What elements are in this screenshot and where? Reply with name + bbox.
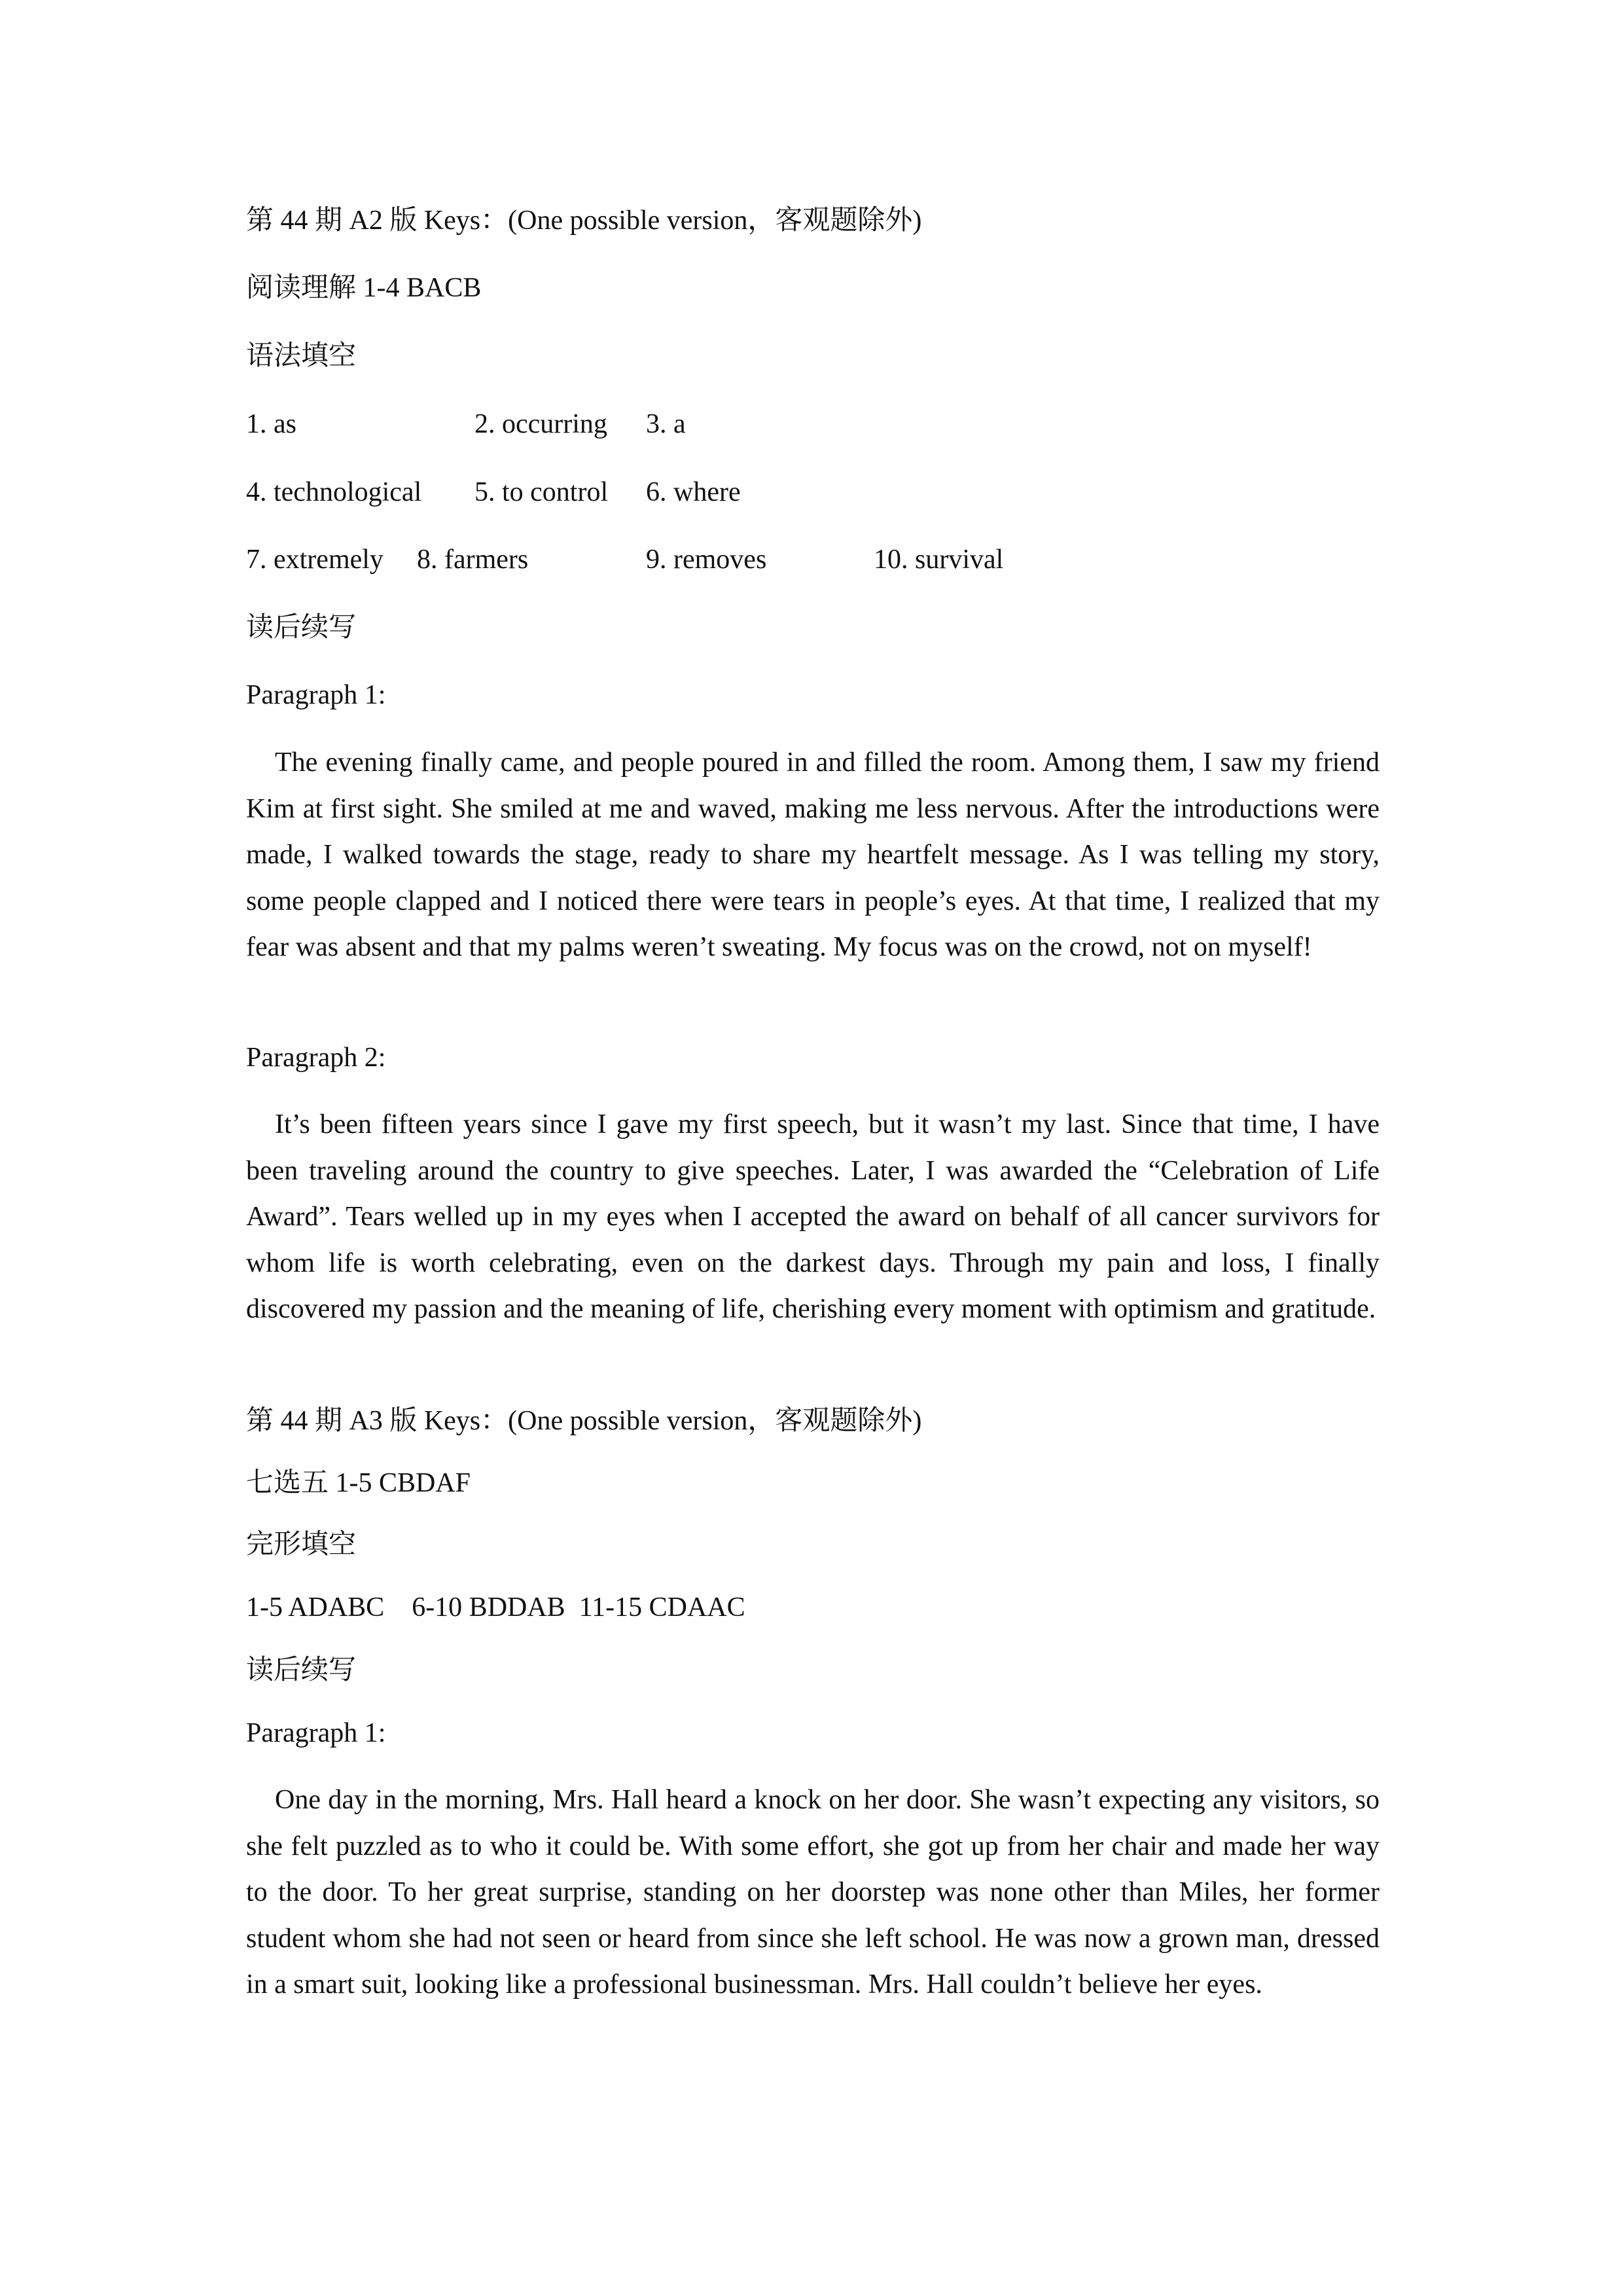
grammar-answer: 10. survival bbox=[874, 545, 1004, 575]
paragraph-1-label-a3: Paragraph 1: bbox=[246, 1718, 386, 1748]
grammar-answer: 1. as bbox=[246, 409, 296, 439]
paragraph-1-text-a3: One day in the morning, Mrs. Hall heard a knock on her door. She wasn’t expecting any visitors, so she felt puzzled as to who it could be. With some effort, she got up from her chair and made her way to the door. To her great surprise, standing on her doorstep was none other than Miles, her former student whom she had not seen or heard from since she left school. He was now a grown man, dressed in a smart suit, looking like a professional businessman. Mrs. Hall couldn’t believe her eyes. bbox=[246, 1785, 1380, 2000]
seven-choose-five-answers: 七选五 1-5 CBDAF bbox=[246, 1468, 471, 1498]
paragraph-2-label: Paragraph 2: bbox=[246, 1043, 386, 1073]
grammar-answer: 6. where bbox=[646, 477, 741, 507]
paragraph-1-label: Paragraph 1: bbox=[246, 680, 386, 710]
reading-comprehension-answers: 阅读理解 1-4 BACB bbox=[246, 273, 482, 303]
continuation-writing-title-a3: 读后续写 bbox=[246, 1655, 357, 1685]
paragraph-2-text: It’s been fifteen years since I gave my first speech, but it wasn’t my last. Since that time, I have been traveling around the country to give speeches. Later, I was awarded the “Celebration of Life Award”. Tears welled up in my eyes when I accepted the award on behalf of all cancer survivors for whom life is worth celebrating, even on the darkest days. Through my pain and loss, I finally discovered my passion and the meaning of life, cherishing every moment with optimism and gratitude. bbox=[246, 1109, 1380, 1324]
continuation-writing-title: 读后续写 bbox=[246, 613, 357, 643]
grammar-answer: 5. to control bbox=[474, 477, 609, 507]
grammar-answer: 3. a bbox=[646, 409, 686, 439]
paragraph-1-text: The evening finally came, and people poured in and filled the room. Among them, I saw my friend Kim at first sight. She smiled at me and waved, making me less nervous. After the introductions were made, I walked towards the stage, ready to share my heartfelt message. As I was telling my story, some people clapped and I noticed there were tears in people’s eyes. At that time, I realized that my fear was absent and that my palms weren’t sweating. My focus was on the crowd, not on myself! bbox=[246, 747, 1380, 962]
section-a3-heading: 第 44 期 A3 版 Keys：(One possible version，客观题除外) bbox=[246, 1406, 922, 1436]
cloze-title: 完形填空 bbox=[246, 1530, 357, 1560]
grammar-answer: 7. extremely bbox=[246, 545, 383, 575]
grammar-answer: 2. occurring bbox=[474, 409, 607, 439]
grammar-answer: 9. removes bbox=[646, 545, 767, 575]
grammar-answer: 8. farmers bbox=[417, 545, 529, 575]
section-a2-heading: 第 44 期 A2 版 Keys：(One possible version，客观题除外) bbox=[246, 206, 922, 236]
grammar-fill-title: 语法填空 bbox=[246, 341, 357, 371]
grammar-answer: 4. technological bbox=[246, 477, 422, 507]
cloze-answers: 1-5 ADABC 6-10 BDDAB 11-15 CDAAC bbox=[246, 1592, 745, 1623]
